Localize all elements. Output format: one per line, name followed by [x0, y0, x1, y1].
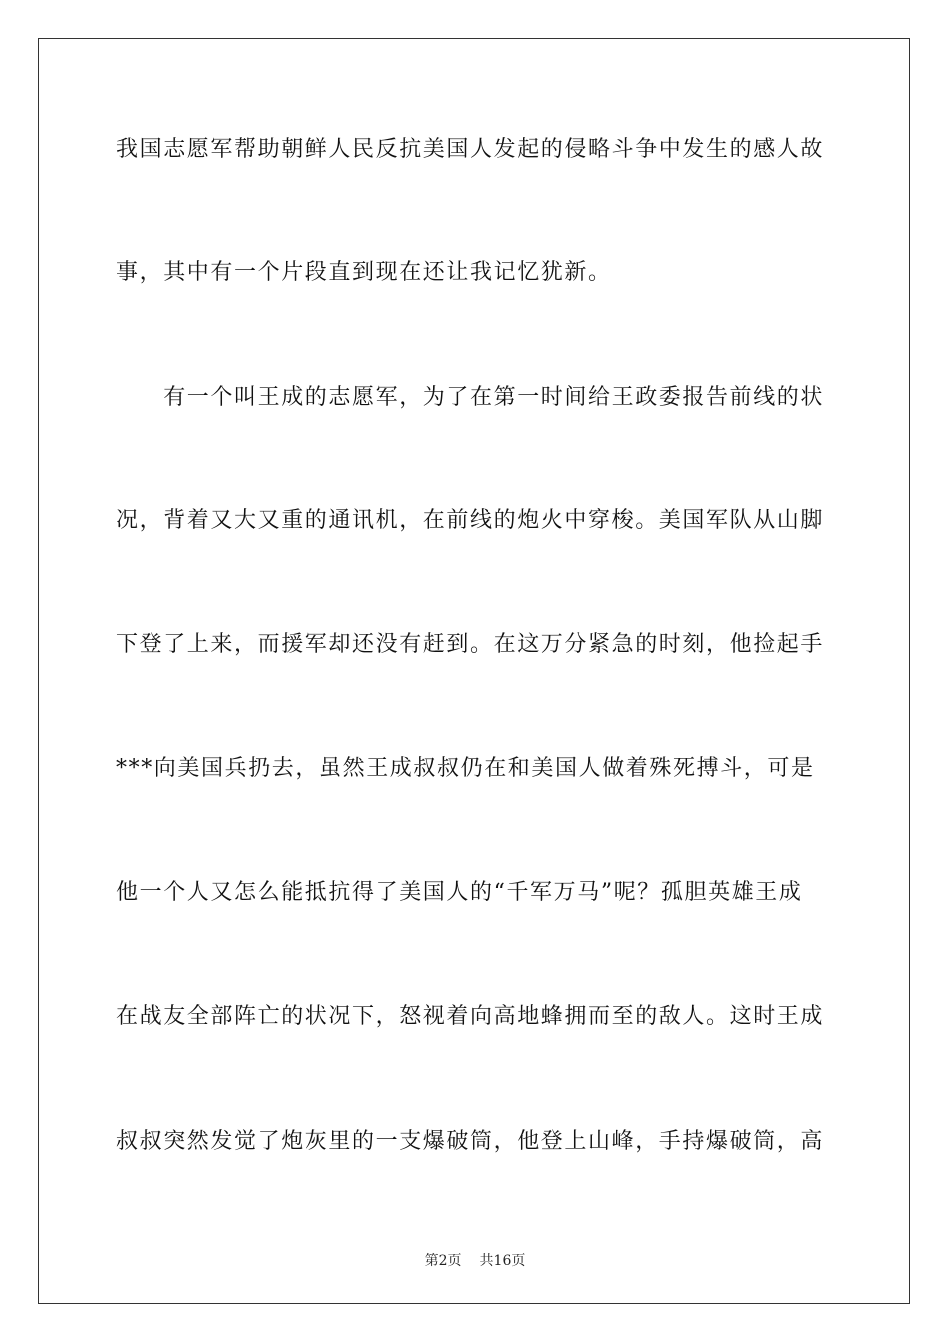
- text-line-1: 我国志愿军帮助朝鲜人民反抗美国人发起的侵略斗争中发生的感人故: [116, 137, 825, 162]
- text-line-2: 事，其中有一个片段直到现在还让我记忆犹新。: [116, 260, 612, 285]
- page-border: [38, 38, 910, 1304]
- text-line-5: 下登了上来，而援军却还没有赶到。在这万分紧急的时刻，他捡起手: [116, 632, 825, 657]
- text-line-6: ***向美国兵扔去，虽然王成叔叔仍在和美国人做着殊死搏斗，可是: [116, 756, 815, 781]
- text-line-3: 有一个叫王成的志愿军，为了在第一时间给王政委报告前线的状: [116, 385, 825, 410]
- text-line-9: 叔叔突然发觉了炮灰里的一支爆破筒，他登上山峰，手持爆破筒，高: [116, 1129, 825, 1154]
- text-line-7: 他一个人又怎么能抵抗得了美国人的“千军万马”呢？孤胆英雄王成: [116, 880, 803, 905]
- text-line-4: 况，背着又大又重的通讯机，在前线的炮火中穿梭。美国军队从山脚: [116, 508, 825, 533]
- page-footer: [0, 1250, 950, 1270]
- page-total: 共16页: [479, 1253, 526, 1269]
- text-line-8: 在战友全部阵亡的状况下，怒视着向高地蜂拥而至的敌人。这时王成: [116, 1004, 825, 1029]
- page-number: 第2页: [424, 1253, 462, 1269]
